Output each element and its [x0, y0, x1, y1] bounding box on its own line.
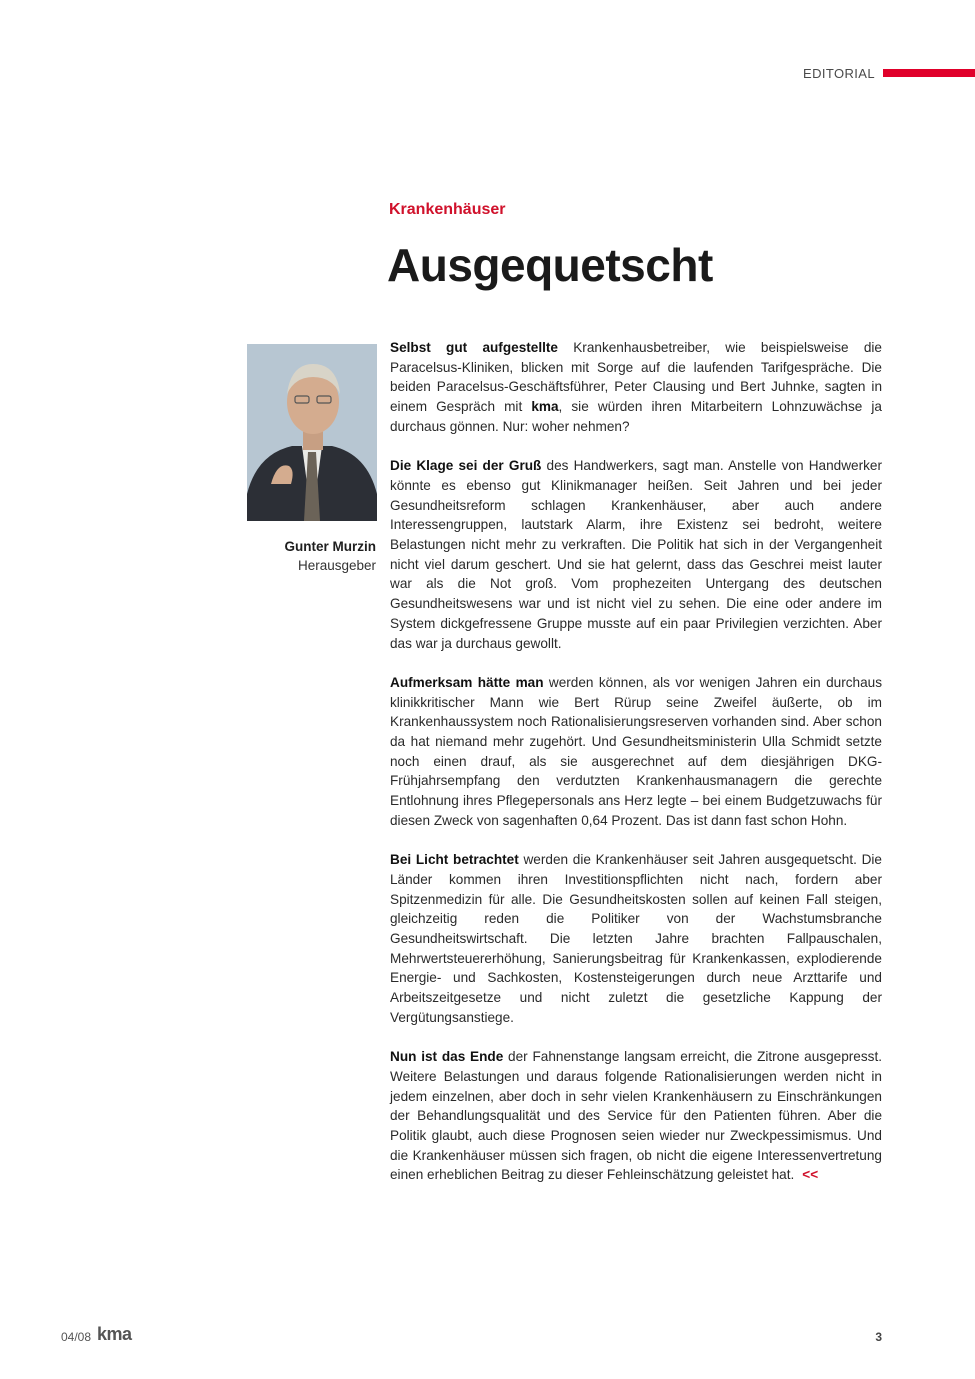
- paragraph-text: des Handwerkers, sagt man. Anstelle von Handwerker könnte es ebenso gut Klinikmanager heißen. Seit Jahren und bei jeder Gesundheitsreform schlagen Krankenhäuser, aber auch andere Interessengruppen, lautstark Alarm, ihre Existenz sei bedroht, weitere Belastungen nicht mehr zu verkraften. Die Politik hat sich in der Vergangenheit nicht viel darum geschert. Und sie hat gelernt, dass das Geschrei meist lauter war als die Not groß. Vom prophezeiten Untergang des deutschen Gesundheitswesens war und ist nicht viel zu sehen. Die eine oder andere im System dickgefressene Gruppe musste auf ein paar Privilegien verzichten. Aber das war ja durchaus gewollt.: [390, 458, 882, 651]
- paragraph-lead: Die Klage sei der Gruß: [390, 458, 542, 474]
- paragraph-lead: Bei Licht betrachtet: [390, 852, 519, 868]
- author-portrait: [247, 344, 377, 521]
- author-role: Herausgeber: [297, 558, 376, 573]
- paragraph-text: der Fahnenstange langsam erreicht, die Zitrone ausgepresst. Weitere Belastungen und daraus folgende Rationalisierungen werden nicht in jedem einzelnen, aber doch in sehr vielen Krankenhäusern zu Einschränkungen der Behandlungsqualität und des Service für den Patienten führen. Aber die Politik glaubt, auch diese Prognosen seien wieder nur Zweckpessimismus. Und die Krankenhäuser müssen sich fragen, ob nicht die eigene Interessenvertretung einen erheblichen Beitrag zu dieser Fehleinschätzung geleistet hat.: [390, 1049, 882, 1183]
- footer-issue: 04/08: [61, 1330, 92, 1344]
- paragraph-2: [390, 456, 882, 653]
- article-body: [390, 338, 882, 1205]
- paragraph-lead: Selbst gut aufgestellte: [390, 340, 558, 355]
- brand-mention: kma: [531, 399, 559, 415]
- paragraph-text: werden die Krankenhäuser seit Jahren ausgequetscht. Die Länder kommen ihren Investitionspflichten nicht nach, fordern aber Spitzenmedizin für alle. Die Gesundheitskosten sollen auf keinen Fall steigen, gleichzeitig reden die Politiker von der Wachstumsbranche Gesundheitswirtschaft. Die letzten Jahre brachten Fallpauschalen, Mehrwertsteuererhöhung, Sanierungsbeitrag für Krankenkassen, explodierende Energie- und Sachkosten, Kostensteigerungen durch neue Arzttarife und Arbeitszeitgesetze und nicht zuletzt die gesetzliche Kappung der Vergütungsanstiege.: [390, 852, 882, 1025]
- section-label: EDITORIAL: [803, 66, 875, 81]
- paragraph-lead: Aufmerksam hätte man: [390, 674, 544, 690]
- paragraph-text: , sie würden ihren Mitarbeitern Lohnzuwächse ja durchaus gönnen. Nur: woher nehmen?: [390, 399, 882, 434]
- paragraph-1: [390, 338, 882, 437]
- author-byline: [200, 537, 376, 575]
- end-mark: <<: [802, 1167, 819, 1183]
- paragraph-text: Krankenhausbetreiber, wie beispielsweise die Paracelsus-Kliniken, blicken mit Sorge auf die laufenden Tarifgespräche. Die beiden Paracelsus-Geschäftsführer, Peter Clausing und Bert Juhnke, sagten in einem Gespräch mit: [390, 340, 882, 415]
- article-kicker: Krankenhäuser: [389, 201, 506, 218]
- paragraph-3: [390, 673, 882, 831]
- paragraph-lead: Nun ist das Ende: [390, 1049, 504, 1065]
- author-name: Gunter Murzin: [284, 539, 376, 554]
- article-title: Ausgequetscht: [387, 239, 713, 291]
- footer-brand-logo: kma: [97, 1324, 132, 1344]
- paragraph-text: werden können, als vor wenigen Jahren ein durchaus klinikkritischer Mann wie Bert Rürup seine Zweifel äußerte, ob im Krankenhaussystem noch Rationalisierungsreserven vorhanden sind. Aber schon da hat niemand mehr zugehört. Und Gesundheitsministerin Ulla Schmidt setzte noch einen drauf, als sie ausgerechnet auf dem diesjährigen DKG-Frühjahrsempfang den verdutzten Krankenhausmanagern die gerechte Entlohnung ihres Pflegepersonals ans Herz legte – bei einem Budgetzuwachs für diesen Zweck von sagenhaften 0,64 Prozent. Das ist dann fast schon Hohn.: [390, 674, 882, 828]
- paragraph-5: [390, 1047, 882, 1185]
- paragraph-4: [390, 850, 882, 1027]
- footer-page-number: 3: [875, 1330, 882, 1344]
- section-accent-bar: [883, 69, 975, 77]
